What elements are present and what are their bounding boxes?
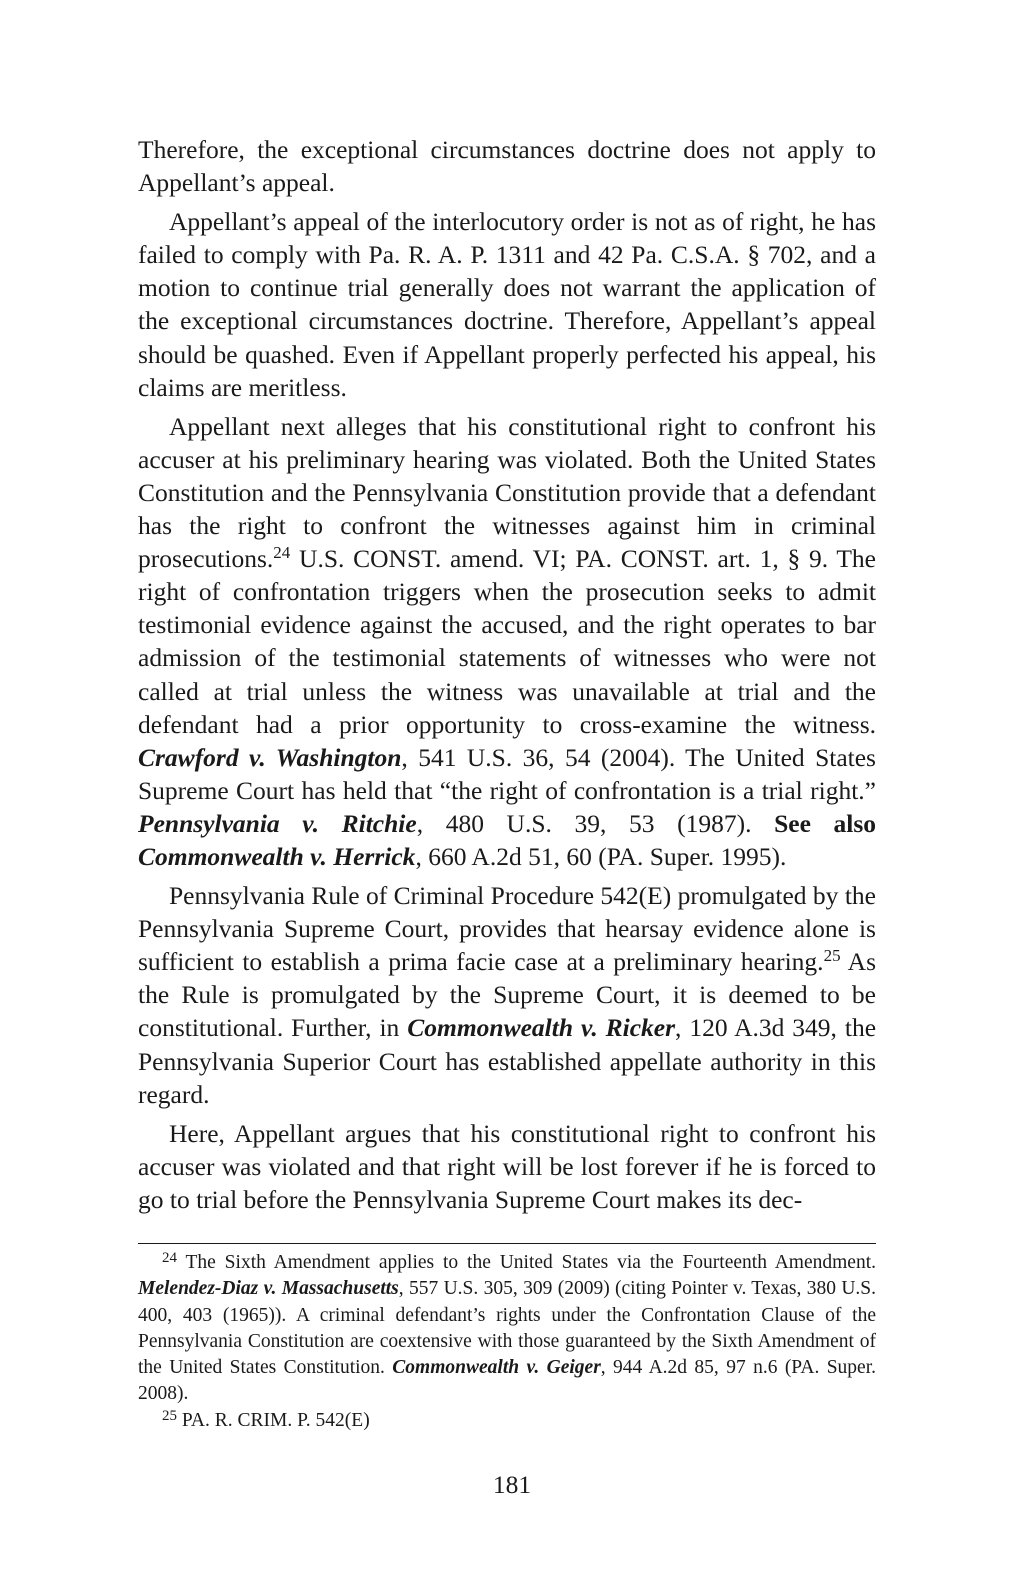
case-citation: Pennsylvania v. Ritchie: [138, 808, 417, 838]
case-citation: Commonwealth v. Ricker: [407, 1013, 676, 1043]
case-citation: Commonwealth v. Herrick: [138, 841, 416, 871]
case-citation: Commonwealth v. Geiger: [392, 1357, 601, 1379]
page-number: 181: [492, 1470, 532, 1499]
case-citation: Crawford v. Washington: [138, 742, 402, 772]
paragraph-5: Here, Appellant argues that his constitutional right to confront his accuser was violated and that right will be lost forever if he is forced to go to trial before the Pennsylvania Supreme Court makes its dec-: [138, 1118, 876, 1214]
footnotes: [138, 1250, 876, 1434]
footnote-number: 25: [162, 1407, 177, 1424]
footnote-ref-25[interactable]: 25: [823, 946, 841, 966]
footnote-24: $^{24}$ The Sixth Amendment applies to the United States via the Fourteenth Amendment. Melendez-Diaz v. Massachusetts, 557 U.S. 305, 309 (2009) (citing Pointer v. Texas, 380 U.S. 400, 403 (1965)). A criminal defendant’s rights under the Confrontation Clause of the Pennsylvania Constitution are coextensive with those guaranteed by the Sixth Amendment of the United States Constitution. Commonwealth v. Geiger, 944 A.2d 85, 97 n.6 (PA. Super. 2008).: [138, 1250, 877, 1405]
case-citation: Melendez-Diaz v. Massachusetts: [138, 1278, 399, 1300]
paragraph-4: Pennsylvania Rule of Criminal Procedure 542(E) promulgated by the Pennsylvania Supreme Court, provides that hearsay evidence alone is sufficient to establish a prima facie case at a preliminary hearing.$^{25}$ As the Rule is promulgated by the Supreme Court, it is deemed to be constitutional. Further, in Commonwealth v. Ricker, 120 A.3d 349, the Pennsylvania Superior Court has established appellate authority in this regard.: [138, 881, 877, 1109]
see-also-signal: See also: [774, 808, 876, 838]
footnote-divider: [138, 1243, 876, 1244]
paragraph-1: Therefore, the exceptional circumstances doctrine does not apply to Appellant’s appeal.: [138, 135, 876, 198]
footnote-number: 24: [162, 1250, 177, 1266]
footnote-ref-24[interactable]: 24: [273, 543, 291, 563]
paragraph-2: Appellant’s appeal of the interlocutory order is not as of right, he has failed to comply with Pa. R. A. P. 1311 and 42 Pa. C.S.A. § 702, and a motion to continue trial generally does not warrant the application of the exceptional circumstances doctrine. Therefore, Appellant’s appeal should be quashed. Even if Appellant properly perfected his appeal, his claims are meritless.: [138, 207, 876, 402]
footnote-25: $^{25}$ PA. R. CRIM. P. 542(E): [162, 1407, 370, 1431]
paragraph-3: Appellant next alleges that his constitutional right to confront his accuser at his preliminary hearing was violated. Both the United States Constitution and the Pennsylvania Constitution provide that a defendant has the right to confront the witnesses against him in criminal prosecutions.$^{24}$ U.S. CONST. amend. VI; PA. CONST. art. 1, § 9. The right of confrontation triggers when the prosecution seeks to admit testimonial evidence against the accused, and the right operates to bar admission of the testimonial statements of witnesses who were not called at trial unless the witness was unavailable at trial and the defendant had a prior opportunity to cross-examine the witness. Crawford v. Washington, 541 U.S. 36, 54 (2004). The United States Supreme Court has held that “the right of confrontation is a trial right.” Pennsylvania v. Ritchie, 480 U.S. 39, 53 (1987). See also Commonwealth v. Herrick, 660 A.2d 51, 60 (PA. Super. 1995).: [138, 411, 876, 871]
body-text: [138, 133, 876, 1222]
